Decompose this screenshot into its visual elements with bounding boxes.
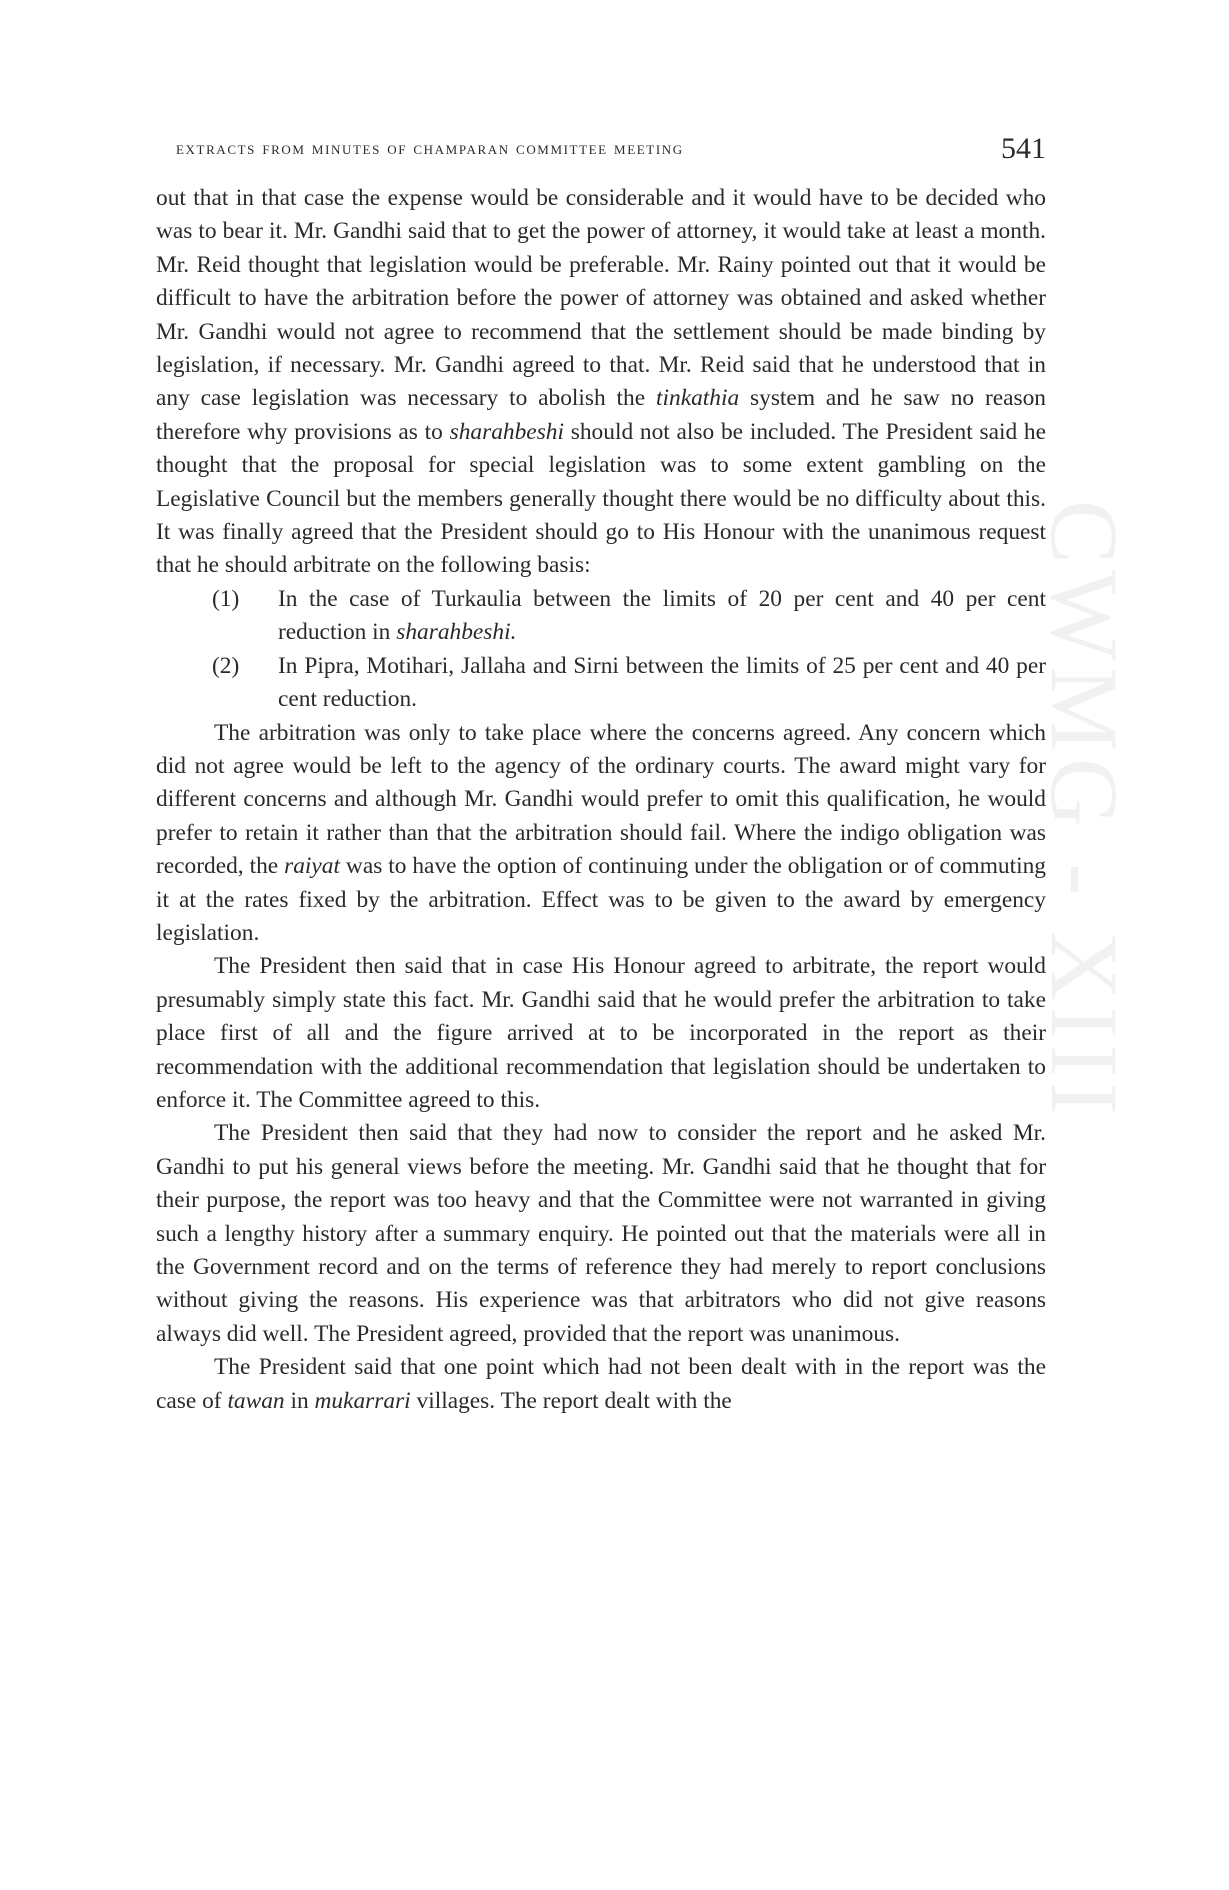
watermark: CWMG - XIII	[1031, 500, 1138, 1121]
term-sharahbeshi: sharahbeshi.	[396, 619, 517, 646]
list-item	[156, 650, 1046, 717]
arbitration-basis-list	[156, 583, 1046, 717]
list-item	[156, 583, 1046, 650]
term-sharahbeshi: sharahbeshi	[449, 418, 564, 445]
paragraph-5-text-c: villages. The report dealt with the	[410, 1387, 732, 1414]
list-item-text	[278, 650, 1046, 717]
page-header	[176, 132, 1046, 172]
list-item-number: (1)	[212, 585, 240, 612]
list-item-text-main: In Pipra, Motihari, Jallaha and Sirni between the limits of 25 per cent and 40 per cent reduction.	[278, 652, 1046, 713]
term-tinkathia: tinkathia	[656, 385, 740, 412]
paragraph-5	[156, 1351, 1046, 1418]
paragraph-4: The President then said that they had now to consider the report and he asked Mr. Gandhi to put his general views before the meeting. Mr. Gandhi said that he thought that for their purpose, the report was too heavy and that the Committee were not warranted in giving such a lengthy history after a summary enquiry. He pointed out that the materials were all in the Government record and on the terms of reference they had merely to report conclusions without giving the reasons. His experience was that arbitrators who did not give reasons always did well. The President agreed, provided that the report was unanimous.	[156, 1120, 1046, 1347]
paragraph-3: The President then said that in case His Honour agreed to arbitrate, the report would presumably simply state this fact. Mr. Gandhi said that he would prefer the arbitration to take place first of all and the figure arrived at to be incorporated in the report as their recommendation with the additional recommendation that legislation should be undertaken to enforce it. The Committee agreed to this.	[156, 953, 1046, 1113]
list-item-number: (2)	[212, 652, 240, 679]
paragraph-1-text-b: system and he saw no reason therefore why provisions as to	[156, 385, 1046, 445]
term-raiyat: raiyat	[284, 853, 340, 880]
paragraph-5-text-b: in	[284, 1387, 315, 1414]
term-tawan: tawan	[227, 1387, 285, 1414]
paragraph-1-text-c: should not also be included. The President said he thought that the proposal for special legislation was to some extent gambling on the Legislative Council but the members generally thought there would be no difficulty about this. It was finally agreed that the President should go to His Honour with the unanimous request that he should arbitrate on the following basis:	[156, 418, 1046, 579]
list-item-text-main: In the case of Turkaulia between the limits of 20 per cent and 40 per cent reduction in	[278, 585, 1046, 646]
paragraph-2-text-b: was to have the option of continuing under the obligation or of commuting it at the rates fixed by the arbitration. Effect was to be given to the award by emergency legislation.	[156, 853, 1046, 946]
list-item-text	[278, 583, 1046, 650]
term-mukarrari: mukarrari	[314, 1387, 411, 1414]
body-text	[156, 182, 1046, 1418]
paragraph-1-text-a: out that in that case the expense would be considerable and it would have to be decided who was to bear it. Mr. Gandhi said that to get the power of attorney, it would take at least a month. Mr. Reid thought that legislation would be preferable. Mr. Rainy pointed out that it would be difficult to have the arbitration before the power of attorney was obtained and asked whether Mr. Gandhi would not agree to recommend that the settlement should be made binding by legislation, if necessary. Mr. Gandhi agreed to that. Mr. Reid said that he understood that in any case legislation was necessary to abolish the	[156, 185, 1046, 412]
paragraph-2-text-a: The arbitration was only to take place where the concerns agreed. Any concern which did not agree would be left to the agency of the ordinary courts. The award might vary for different concerns and although Mr. Gandhi would prefer to omit this qualification, he would prefer to retain it rather than that the arbitration should fail. Where the indigo obligation was recorded, the	[156, 719, 1046, 880]
paragraph-2	[156, 717, 1046, 951]
paragraph-5-text-a: The President said that one point which had not been dealt with in the report was the case of	[156, 1354, 1046, 1414]
page-number: 541	[1001, 132, 1046, 165]
paragraph-1	[156, 182, 1046, 583]
running-title: extracts from minutes of champaran committee meeting	[176, 138, 684, 159]
